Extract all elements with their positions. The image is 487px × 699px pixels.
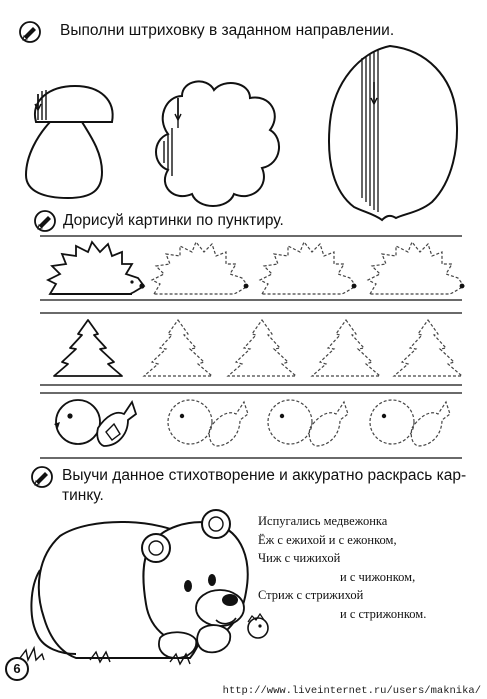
instruction-shading: Выполни штриховку в заданном направлении. — [60, 22, 395, 39]
page-number: 6 — [5, 657, 29, 681]
poem — [258, 512, 468, 623]
bird-dashed — [262, 394, 354, 456]
poem-line: Испугались медвежонка — [258, 514, 388, 528]
bird-solid — [50, 394, 142, 456]
tree-dashed — [306, 318, 386, 380]
bird-dashed — [162, 394, 254, 456]
bear-illustration — [20, 508, 270, 666]
instruction-trace: Дорисуй картинки по пунктиру. — [63, 212, 284, 229]
poem-line: и с чижонком, — [340, 569, 416, 584]
poem-line: и с стрижонком. — [340, 606, 427, 621]
footer-url[interactable]: http://www.liveinternet.ru/users/maknika/ — [222, 685, 481, 697]
hedgehog-solid — [46, 240, 146, 298]
pencil-icon — [31, 466, 53, 488]
tree-dashed — [222, 318, 302, 380]
poem-line: Чиж с чижихой — [258, 551, 341, 565]
instruction-poem-line1: Выучи данное стихотворение и аккуратно раскрась кар- — [62, 467, 467, 484]
hedgehog-dashed — [366, 240, 466, 298]
instruction-poem-line2: тинку. — [62, 487, 104, 504]
tree-solid — [48, 318, 128, 380]
poem-line: Стриж с стрижихой — [258, 588, 364, 602]
poem-line: Ёж с ежихой и с ежонком, — [258, 532, 397, 547]
bird-dashed — [364, 394, 456, 456]
hedgehog-dashed — [258, 240, 358, 298]
hedgehog-dashed — [150, 240, 250, 298]
tree-dashed — [138, 318, 218, 380]
tree-dashed — [388, 318, 468, 380]
